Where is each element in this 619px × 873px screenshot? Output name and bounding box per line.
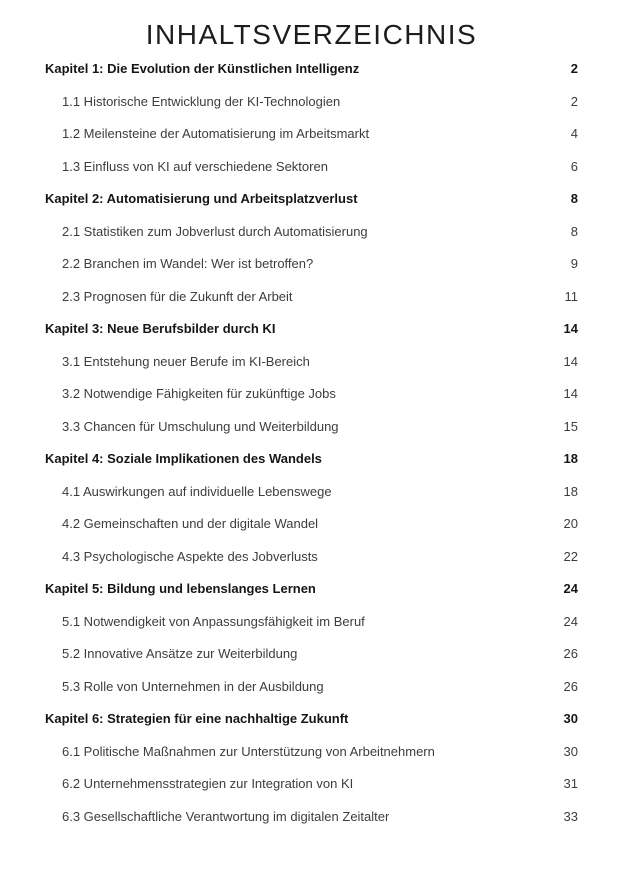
toc-item-title: 5.3 Rolle von Unternehmen in der Ausbildung (62, 679, 324, 694)
toc-chapter-page-number: 14 (563, 321, 578, 336)
toc-item-link[interactable] (45, 777, 578, 791)
toc-item-page-number: 22 (563, 548, 578, 564)
toc-item-title: 6.1 Politische Maßnahmen zur Unterstützung von Arbeitnehmern (62, 744, 435, 759)
toc-item-title: 4.1 Auswirkungen auf individuelle Lebenswege (62, 484, 332, 499)
toc-item-page-number: 14 (563, 353, 578, 369)
toc-item-title: 1.2 Meilensteine der Automatisierung im Arbeitsmarkt (62, 127, 370, 141)
toc-item-page-number: 31 (563, 776, 578, 791)
toc-item-title: 3.3 Chancen für Umschulung und Weiterbildung (62, 419, 339, 434)
toc-item-title: 4.2 Gemeinschaften und der digitale Wandel (62, 517, 319, 531)
toc-chapter-section (45, 322, 578, 434)
toc-item-page-number: 15 (563, 418, 578, 434)
toc-item-link[interactable] (45, 647, 578, 661)
toc-item-link[interactable] (45, 420, 578, 434)
toc-item-title: 6.3 Gesellschaftliche Verantwortung im digitalen Zeitalter (62, 809, 390, 824)
toc-item-page-number: 20 (563, 516, 578, 531)
toc-item-link[interactable] (45, 95, 578, 109)
toc-item-page-number: 33 (563, 808, 578, 824)
toc-item-page-number: 4 (570, 126, 578, 141)
toc-item-title: 6.2 Unternehmensstrategien zur Integration von KI (62, 777, 354, 791)
toc-chapter-page-number: 8 (570, 191, 578, 206)
toc-chapter-section (45, 452, 578, 564)
toc-chapter-page-number: 30 (563, 711, 578, 726)
toc-item-title: 3.2 Notwendige Fähigkeiten für zukünftige Jobs (62, 387, 336, 401)
toc-item-link[interactable] (45, 810, 578, 824)
toc-chapter-link[interactable] (45, 322, 578, 336)
toc-item-title: 1.1 Historische Entwicklung der KI-Technologien (62, 94, 341, 109)
toc-list (45, 62, 578, 824)
toc-item-title: 5.1 Notwendigkeit von Anpassungsfähigkeit im Beruf (62, 614, 365, 629)
toc-item-page-number: 30 (563, 743, 578, 759)
toc-item-link[interactable] (45, 160, 578, 174)
toc-chapter-title: Kapitel 1: Die Evolution der Künstlichen Intelligenz (45, 62, 360, 76)
toc-item-title: 2.1 Statistiken zum Jobverlust durch Automatisierung (62, 224, 368, 239)
toc-item-page-number: 8 (570, 223, 578, 239)
toc-chapter-section (45, 62, 578, 174)
toc-chapter-link[interactable] (45, 62, 578, 76)
toc-item-page-number: 14 (563, 386, 578, 401)
toc-chapter-title: Kapitel 2: Automatisierung und Arbeitsplatzverlust (45, 192, 358, 206)
toc-item-title: 4.3 Psychologische Aspekte des Jobverlusts (62, 549, 318, 564)
toc-item-link[interactable] (45, 680, 578, 694)
toc-item-page-number: 6 (570, 158, 578, 174)
toc-item-page-number: 18 (563, 483, 578, 499)
toc-item-page-number: 9 (570, 256, 578, 271)
toc-chapter-title: Kapitel 4: Soziale Implikationen des Wandels (45, 452, 322, 466)
toc-item-title: 5.2 Innovative Ansätze zur Weiterbildung (62, 647, 298, 661)
toc-chapter-page-number: 2 (570, 61, 578, 76)
toc-item-link[interactable] (45, 387, 578, 401)
toc-chapter-section (45, 582, 578, 694)
toc-chapter-page-number: 24 (563, 581, 578, 596)
toc-chapter-title: Kapitel 5: Bildung und lebenslanges Lernen (45, 582, 316, 596)
toc-item-link[interactable] (45, 257, 578, 271)
toc-item-page-number: 26 (563, 678, 578, 694)
toc-item-title: 2.3 Prognosen für die Zukunft der Arbeit (62, 289, 293, 304)
toc-item-page-number: 11 (564, 288, 578, 304)
toc-item-link[interactable] (45, 550, 578, 564)
toc-chapter-section (45, 192, 578, 304)
toc-item-link[interactable] (45, 615, 578, 629)
toc-item-title: 1.3 Einfluss von KI auf verschiedene Sektoren (62, 159, 328, 174)
toc-chapter-section (45, 712, 578, 824)
toc-item-link[interactable] (45, 485, 578, 499)
page-title: INHALTSVERZEICHNIS (145, 19, 478, 50)
toc-item-page-number: 26 (563, 646, 578, 661)
toc-chapter-link[interactable] (45, 192, 578, 206)
toc-chapter-page-number: 18 (563, 451, 578, 466)
toc-chapter-title: Kapitel 6: Strategien für eine nachhaltige Zukunft (45, 712, 349, 726)
toc-item-page-number: 2 (570, 93, 578, 109)
toc-chapter-title: Kapitel 3: Neue Berufsbilder durch KI (45, 322, 276, 336)
toc-item-link[interactable] (45, 355, 578, 369)
toc-chapter-link[interactable] (45, 452, 578, 466)
toc-item-link[interactable] (45, 745, 578, 759)
toc-item-link[interactable] (45, 225, 578, 239)
toc-item-title: 2.2 Branchen im Wandel: Wer ist betroffen? (62, 257, 314, 271)
toc-item-title: 3.1 Entstehung neuer Berufe im KI-Bereich (62, 354, 310, 369)
toc-item-link[interactable] (45, 290, 578, 304)
toc-item-page-number: 24 (563, 613, 578, 629)
toc-chapter-link[interactable] (45, 712, 578, 726)
toc-item-link[interactable] (45, 127, 578, 141)
toc-chapter-link[interactable] (45, 582, 578, 596)
toc-item-link[interactable] (45, 517, 578, 531)
